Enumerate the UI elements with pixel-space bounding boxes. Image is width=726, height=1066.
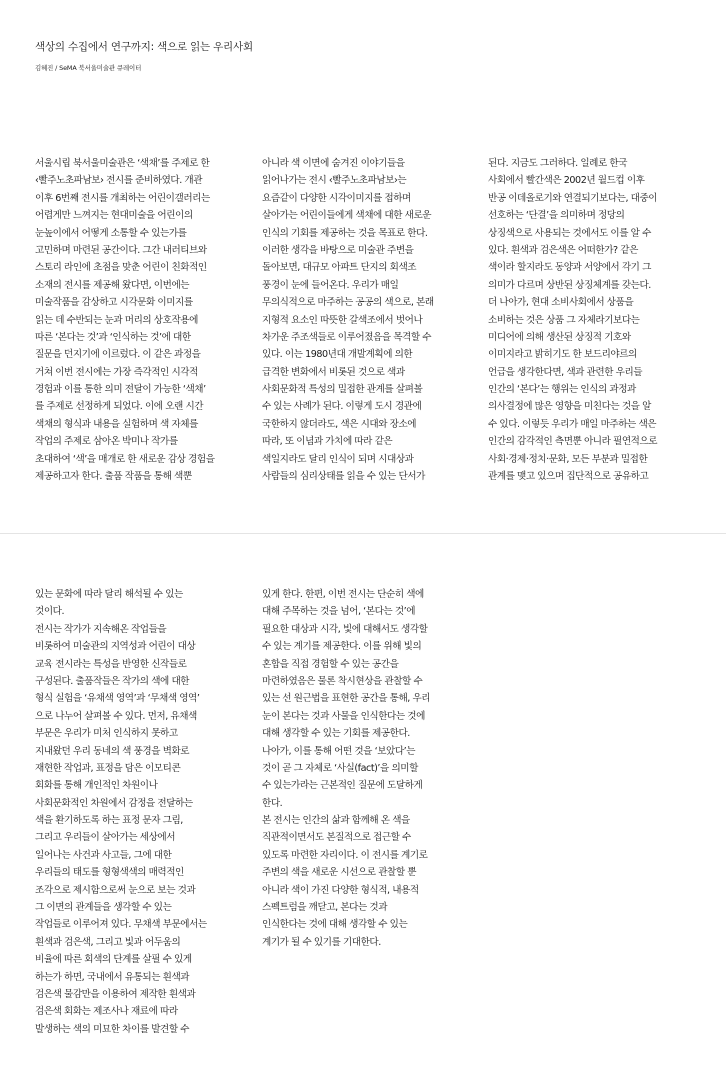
text-line: 질문을 던지기에 이르렀다. 이 같은 과정을 (35, 349, 201, 361)
text-line: 더 나아가, 현대 소비사회에서 상품을 (488, 297, 634, 309)
text-line: 인간의 ‘본다’는 행위는 인식의 과정과 (488, 384, 636, 396)
text-line: 비롯하여 미술관의 지역성과 어린이 대상 (35, 641, 196, 653)
text-line: 소비하는 것은 상품 그 자체라기보다는 (488, 314, 640, 326)
text-line: 인간의 감각적인 측면뿐 아니라 필연적으로 (488, 436, 658, 448)
article-byline: 김혜진 / SeMA 북서울미술관 큐레이터 (35, 64, 142, 72)
text-line: 있도록 마련한 자리이다. 이 전시를 계기로 (262, 849, 428, 861)
text-line: 대해 생각할 수 있는 기회를 제공한다. (262, 728, 410, 740)
text-line: 수 있는가라는 근본적인 질문에 도달하게 (262, 780, 423, 792)
text-line: 있다. 흰색과 검은색은 어떠한가? 같은 (488, 244, 638, 256)
text-line: 상징색으로 사용되는 것에서도 이를 알 수 (488, 227, 651, 239)
text-line: 회화를 통해 개인적인 차원이나 (35, 780, 158, 792)
text-line: 의미가 다르며 상반된 상징체계를 갖는다. (488, 279, 651, 291)
text-line: 된다. 지금도 그러하다. 일례로 한국 (488, 158, 628, 169)
text-line: 직관적이면서도 본질적으로 접근할 수 (262, 832, 411, 844)
text-line: 관계를 맺고 있으며 집단적으로 공유하고 (488, 471, 649, 483)
text-line: 초대하여 ‘색’을 매개로 한 새로운 감상 경험을 (35, 453, 215, 465)
text-line: 부문은 우리가 미처 인식하지 못하고 (35, 728, 178, 740)
text-line: 미술작품을 감상하고 시각문화 이미지를 (35, 297, 193, 309)
text-line: 그 이면의 관계들을 생각할 수 있는 (35, 902, 172, 914)
text-line: 한다. (262, 797, 283, 809)
text-line: 차가운 주조색들로 이루어졌음을 목격할 수 (262, 331, 432, 343)
page2-column-1 (35, 586, 250, 1038)
text-line: 읽어나가는 전시 ‹빨주노초파남보›는 (262, 175, 407, 187)
text-line: 그리고 우리들이 살아가는 세상에서 (35, 832, 176, 844)
text-line: 하는가 하면, 국내에서 유통되는 흰색과 (35, 971, 190, 983)
text-line: 비율에 따른 회색의 단계를 살필 수 있게 (35, 954, 192, 966)
text-line: 있게 한다. 한편, 이번 전시는 단순히 색에 (262, 589, 424, 600)
text-line: 아니라 색이 가진 다양한 형식적, 내용적 (262, 884, 419, 896)
text-line: 풍경이 눈에 들어온다. 우리가 매일 (262, 279, 399, 291)
text-line: 선호하는 ‘단결’을 의미하며 정당의 (488, 210, 625, 222)
text-line: 있는 선 원근법을 표현한 공간을 통해, 우리 (262, 693, 431, 705)
text-line: 스펙트럼을 깨닫고, 본다는 것과 (262, 902, 388, 914)
text-line: 나아가, 이를 통해 어떤 것을 ‘보았다’는 (262, 745, 416, 757)
text-line: 대해 주목하는 것을 넘어, ‘본다는 것’에 (262, 606, 416, 618)
text-line: 인식의 기회를 제공하는 것을 목표로 한다. (262, 227, 428, 239)
text-line: 사회·경제·정치·문화, 모든 부분과 밀접한 (488, 453, 648, 465)
text-line: 돌아보면, 대규모 아파트 단지의 회색조 (262, 262, 417, 274)
text-line: 발생하는 색의 미묘한 차이를 발견할 수 (35, 1023, 190, 1035)
text-line: 흰색과 검은색, 그리고 빛과 어두움의 (35, 936, 181, 948)
text-line: 무의식적으로 마주하는 공공의 색으로, 본래 (262, 297, 434, 309)
text-line: 의사결정에 많은 영향을 미친다는 것을 알 (488, 401, 651, 413)
text-line: 이러한 생각을 바탕으로 미술관 주변을 (262, 244, 414, 256)
text-line: 우리들의 태도를 형형색색의 매력적인 (35, 867, 184, 879)
text-line: 조각으로 제시함으로써 눈으로 보는 것과 (35, 884, 196, 896)
text-line: 읽는 데 수반되는 눈과 머리의 상호작용에 (35, 314, 198, 326)
text-line: 있는 문화에 따라 달리 해석될 수 있는 (35, 589, 183, 600)
text-line: 를 주제로 선정하게 되었다. 이에 오랜 시간 (35, 401, 204, 413)
text-line: 지내왔던 우리 동네의 색 풍경을 벽화로 (35, 745, 190, 757)
text-line: 아니라 색 이면에 숨겨진 이야기들을 (262, 158, 405, 169)
page-divider (0, 533, 726, 534)
page1-column-2 (262, 155, 477, 485)
text-line: 사회에서 빨간색은 2002년 월드컵 이후 (488, 175, 645, 187)
text-line: 으로 나누어 살펴볼 수 있다. 먼저, 유채색 (35, 710, 197, 722)
text-line: 색일지라도 달리 인식이 되며 시대상과 (262, 453, 414, 465)
text-line: 전시는 작가가 지속해온 작업들을 (35, 623, 167, 635)
text-line: 반공 이데올로기와 연결되기보다는, 대중이 (488, 192, 658, 204)
text-line: 눈높이에서 어떻게 소통할 수 있는가를 (35, 227, 187, 239)
text-line: 계기가 될 수 있기를 기대한다. (262, 936, 381, 948)
text-line: 미디어에 의해 생산된 상징적 기호와 (488, 331, 631, 343)
text-line: 작업들로 이루어져 있다. 무채색 부문에서는 (35, 919, 207, 931)
text-line: 사회문화적 특성의 밀접한 관계를 살펴볼 (262, 384, 423, 396)
text-line: 교육 전시라는 특성을 반영한 신작들로 (35, 658, 187, 670)
text-line: 따른 ‘본다는 것’과 ‘인식하는 것’에 대한 (35, 331, 191, 343)
text-line: 사람들의 심리상태를 읽을 수 있는 단서가 (262, 471, 425, 483)
text-line: 구성된다. 출품작들은 작가의 색에 대한 (35, 675, 190, 687)
text-line: 수 있는 계기를 제공한다. 이를 위해 빛의 (262, 641, 422, 653)
text-line: 사회문화적인 차원에서 감정을 전달하는 (35, 797, 193, 809)
text-line: 검은색 회화는 제조사나 재료에 따라 (35, 1006, 178, 1018)
text-line: 수 있다. 이렇듯 우리가 매일 마주하는 색은 (488, 418, 657, 430)
text-line: 살아가는 어린이들에게 색채에 대한 새로운 (262, 210, 432, 222)
text-line: 필요한 대상과 시각, 빛에 대해서도 생각할 (262, 623, 428, 635)
text-line: ‹빨주노초파남보› 전시를 준비하였다. 개관 (35, 175, 203, 187)
page1-column-3 (488, 155, 703, 485)
text-line: 이후 6번째 전시를 개최하는 어린이갤러리는 (35, 192, 210, 204)
text-line: 눈이 본다는 것과 사물을 인식한다는 것에 (262, 710, 425, 722)
text-line: 이미지라고 밝히기도 한 보드리야르의 (488, 349, 637, 361)
text-line: 어렵게만 느껴지는 현대미술을 어린이의 (35, 210, 193, 222)
text-line: 혼합을 직접 경험할 수 있는 공간을 (262, 658, 399, 670)
text-line: 본 전시는 인간의 삶과 함께해 온 색을 (262, 815, 410, 827)
text-line: 인식한다는 것에 대해 생각할 수 있는 (262, 919, 408, 931)
text-line: 경험과 이를 통한 의미 전달이 가능한 ‘색채’ (35, 384, 206, 396)
text-line: 따라, 또 이념과 가치에 따라 같은 (262, 436, 393, 448)
text-line: 형식 실험을 ‘유채색 영역’과 ‘무채색 영역’ (35, 693, 200, 705)
text-line: 마련하였음은 물론 착시현상을 관찰할 수 (262, 675, 423, 687)
text-line: 서울시립 북서울미술관은 ‘색채’를 주제로 한 (35, 158, 210, 169)
text-line: 소재의 전시를 제공해 왔다면, 이번에는 (35, 279, 190, 291)
text-line: 주변의 색을 새로운 시선으로 관찰할 뿐 (262, 867, 417, 879)
text-line: 국한하지 않더라도, 색은 시대와 장소에 (262, 418, 417, 430)
text-line: 지형적 요소인 따뜻한 갈색조에서 벗어나 (262, 314, 423, 326)
article-title: 색상의 수집에서 연구까지: 색으로 읽는 우리사회 (35, 41, 253, 53)
text-line: 제공하고자 한다. 출품 작품을 통해 색뿐 (35, 471, 192, 483)
text-line: 색채의 형식과 내용을 실험하며 색 자체를 (35, 418, 198, 430)
text-line: 것이 곧 그 자체로 ‘사실(fact)’을 의미할 (262, 762, 418, 774)
text-line: 검은색 물감만을 이용하여 제작한 흰색과 (35, 988, 196, 1000)
text-line: 스토리 라인에 초점을 맞춘 어린이 친화적인 (35, 262, 207, 274)
page1-column-1 (35, 155, 250, 485)
text-line: 색이라 할지라도 동양과 서양에서 각기 그 (488, 262, 651, 274)
text-line: 급격한 변화에서 비롯된 것으로 색과 (262, 366, 405, 378)
text-line: 수 있는 사례가 된다. 이렇게 도시 경관에 (262, 401, 422, 413)
text-line: 것이다. (35, 606, 65, 618)
text-line: 언급을 생각한다면, 색과 관련한 우리들 (488, 366, 643, 378)
text-line: 색을 환기하도록 하는 표정 문자 그림, (35, 815, 183, 827)
text-line: 고민하며 마련된 공간이다. 그간 내러티브와 (35, 244, 207, 256)
text-line: 요즘같이 다양한 시각이미지를 접하며 (262, 192, 411, 204)
text-line: 있다. 이는 1980년대 개발계획에 의한 (262, 349, 413, 361)
text-line: 일어나는 사건과 사고들, 그에 대한 (35, 849, 172, 861)
text-line: 거쳐 이번 전시에는 가장 즉각적인 시각적 (35, 366, 198, 378)
text-line: 작업의 주제로 삼아온 박미나 작가를 (35, 436, 178, 448)
page2-column-2 (262, 586, 477, 951)
text-line: 재현한 작업과, 표정을 담은 이모티콘 (35, 762, 181, 774)
